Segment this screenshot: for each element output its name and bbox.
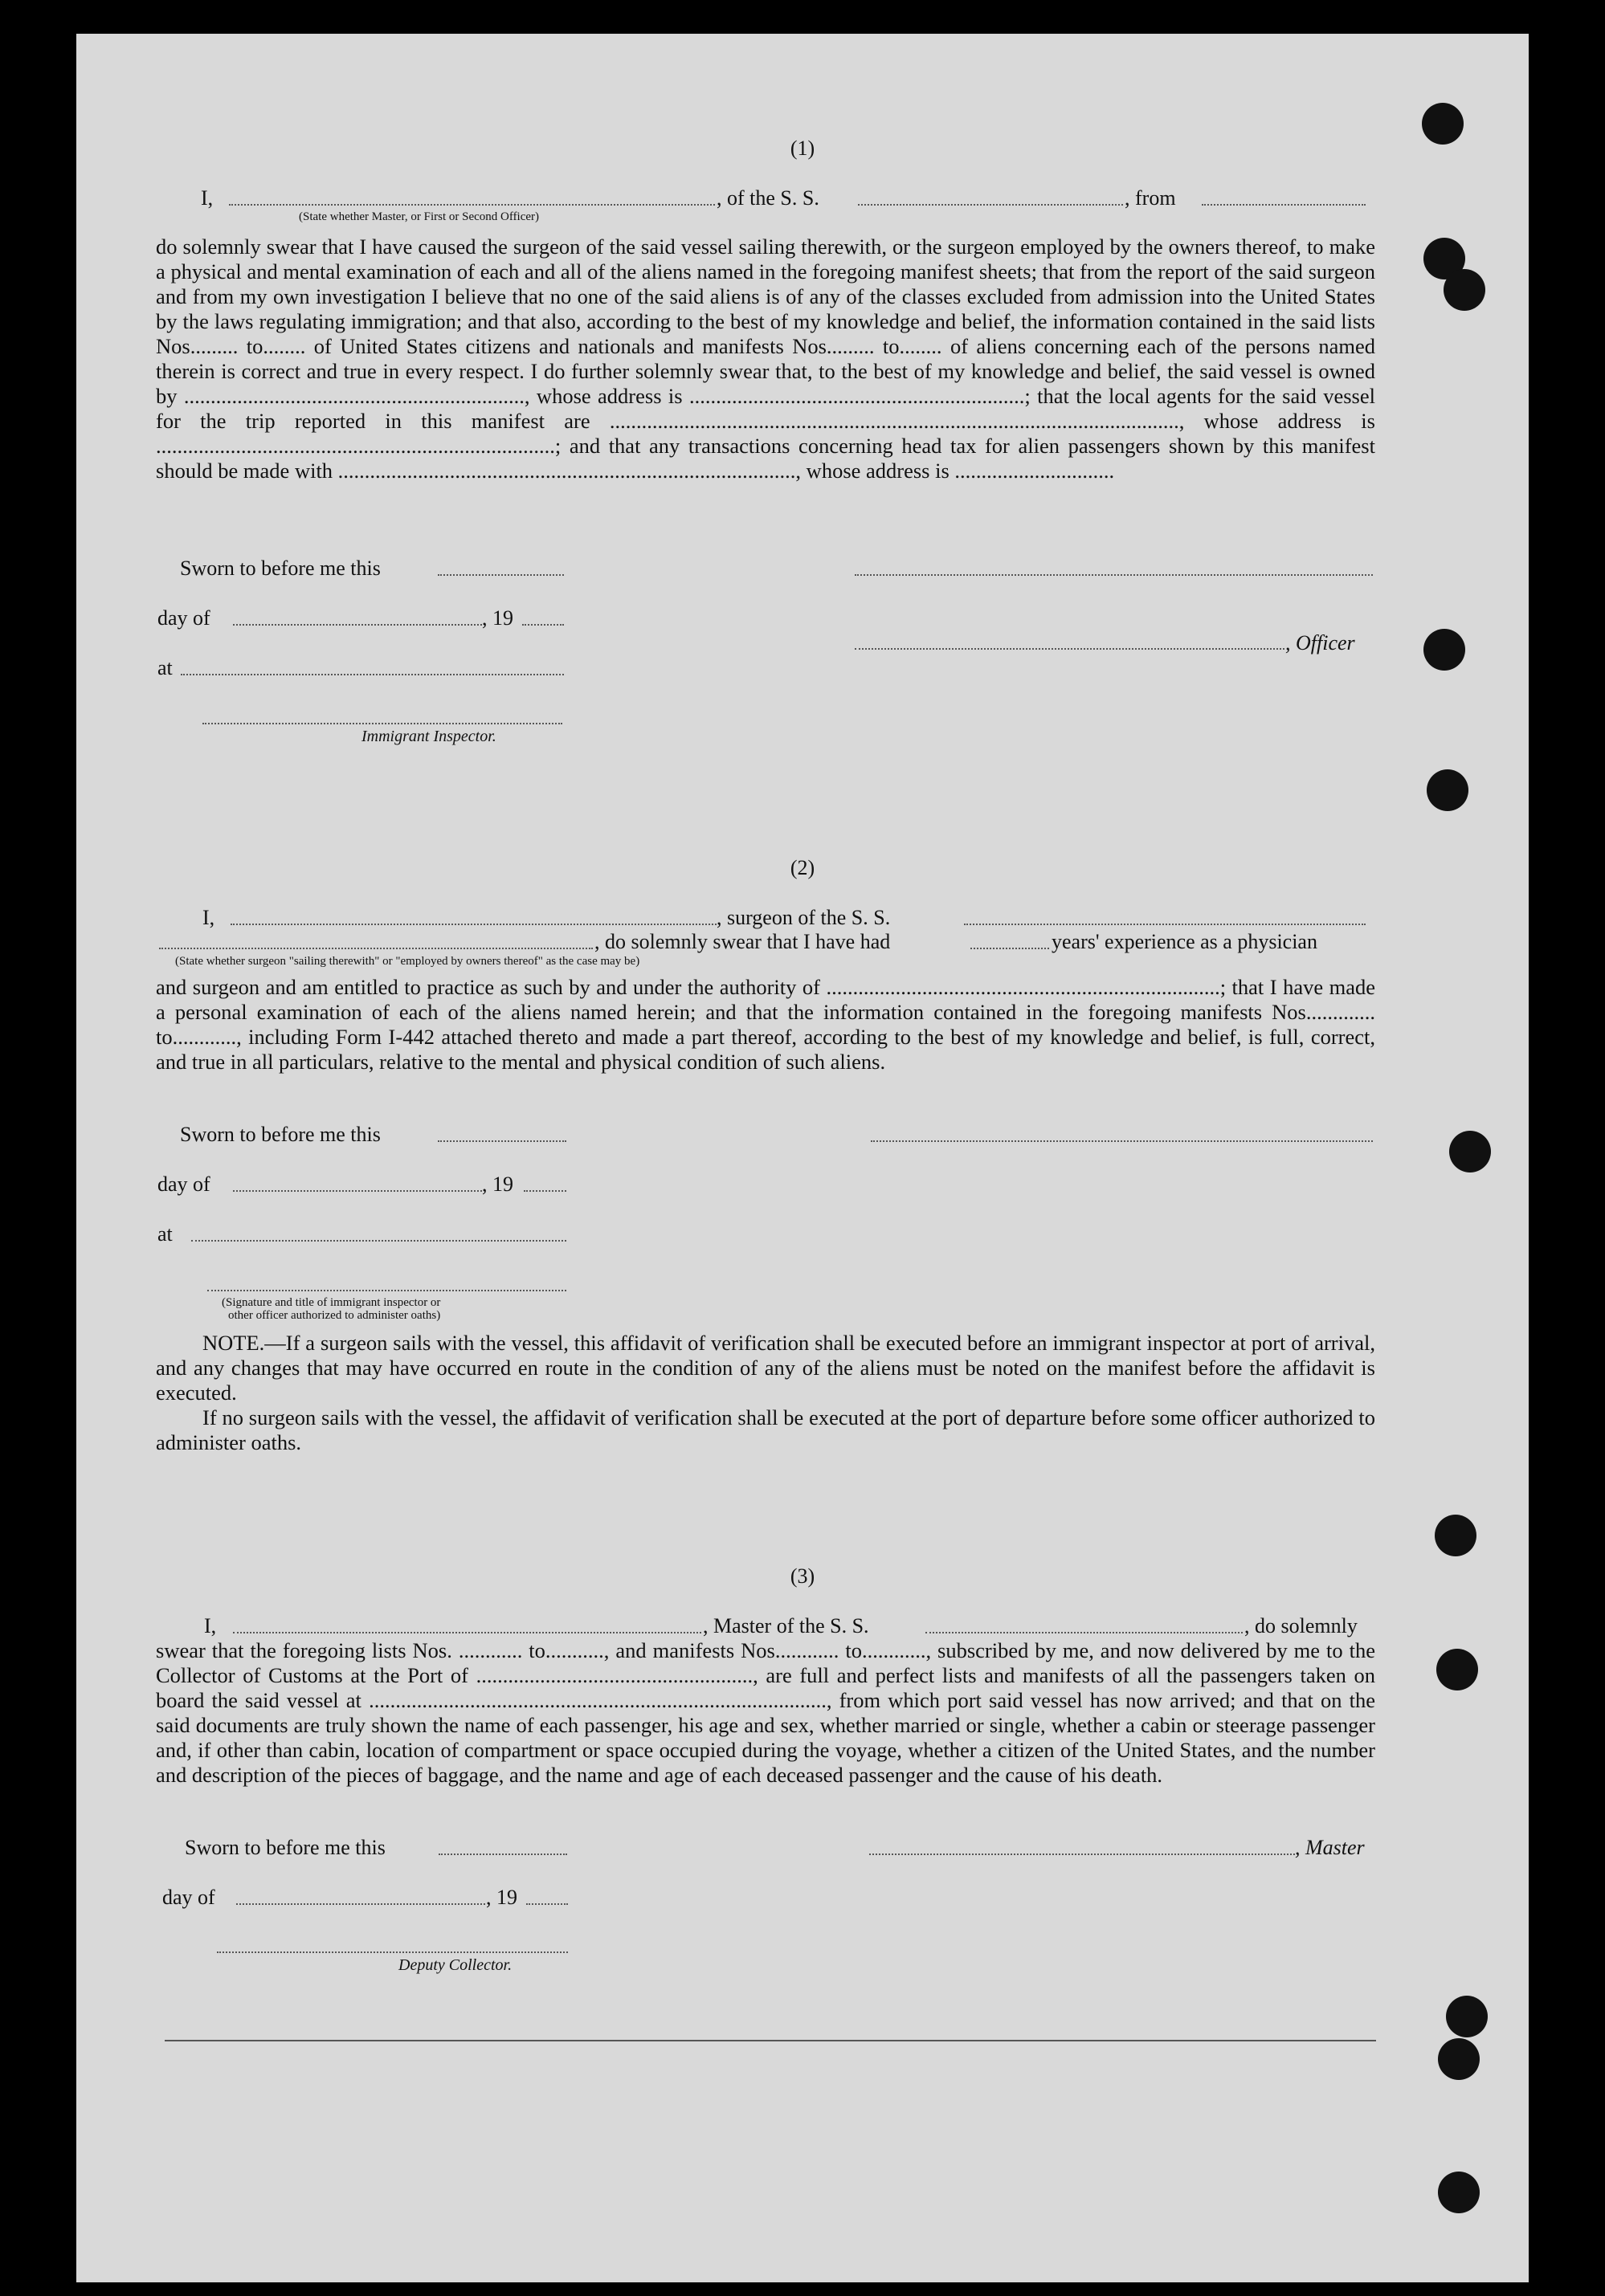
punch-hole <box>1438 2172 1480 2213</box>
s2-surgeon-label: , surgeon of the S. S. <box>717 906 891 929</box>
s2-note-1: NOTE.—If a surgeon sails with the vessel, this affidavit of verification shall be executed before an immigrant inspector at port of arrival, and any changes that may have occurred en route in the condition of any of the aliens must be noted on the manifest before the affidavit is executed. <box>156 1331 1375 1405</box>
s1-i-label: I, <box>201 186 214 210</box>
s1-ship-blank[interactable] <box>858 204 1123 206</box>
s1-sworn-label: Sworn to before me this <box>180 557 381 580</box>
s3-swear-label: , do solemnly <box>1244 1614 1358 1637</box>
s2-name-blank[interactable] <box>231 924 717 925</box>
s1-of-ss-label: , of the S. S. <box>717 186 819 210</box>
bottom-rule <box>165 2040 1376 2041</box>
s2-dayof-label: day of <box>157 1172 210 1196</box>
s3-day-blank[interactable] <box>236 1903 485 1905</box>
s2-signature-note-2: other officer authorized to administer oaths) <box>228 1309 441 1322</box>
punch-hole <box>1435 1515 1476 1556</box>
s1-from-blank[interactable] <box>1202 204 1366 206</box>
s3-year-label: , 19 <box>486 1886 517 1909</box>
s2-at-blank[interactable] <box>191 1240 566 1242</box>
s2-at-label: at <box>157 1222 173 1246</box>
s1-year-blank[interactable] <box>522 624 564 626</box>
s2-body: and surgeon and am entitled to practice as such by and under the authority of ..........................................................................; that I have made a personal examination of each of the aliens named herein; and that the information contained in the foregoing manifests Nos............. to............, including Form I-442 attached thereto and made a part thereof, according to the best of my knowledge and belief, is full, correct, and true in all particulars, relative to the mental and physical condition of such aliens. <box>156 975 1375 1074</box>
s1-dayof-label: day of <box>157 606 210 630</box>
section-1-number: (1) <box>790 137 815 160</box>
s2-i-label: I, <box>202 906 215 929</box>
s3-sworn-label: Sworn to before me this <box>185 1836 386 1859</box>
punch-hole <box>1446 1996 1488 2037</box>
s1-signature-blank[interactable] <box>855 574 1373 576</box>
s2-inspector-blank[interactable] <box>207 1290 566 1291</box>
s1-at-blank[interactable] <box>181 674 564 675</box>
s2-year-label: , 19 <box>482 1172 513 1196</box>
s3-ship-blank[interactable] <box>925 1632 1243 1633</box>
s2-status-blank[interactable] <box>159 948 593 949</box>
punch-hole <box>1444 269 1485 311</box>
punch-hole <box>1438 2038 1480 2080</box>
s3-master-sign-label: , Master <box>1295 1836 1365 1859</box>
s3-collector-blank[interactable] <box>217 1951 568 1953</box>
s1-day-blank[interactable] <box>233 624 482 626</box>
s2-sworn-blank[interactable] <box>438 1140 566 1142</box>
s1-year-label: , 19 <box>482 606 513 630</box>
s2-years-label: years' experience as a physician <box>1052 930 1317 953</box>
punch-hole <box>1427 769 1468 811</box>
s3-body: swear that the foregoing lists Nos. ............ to..........., and manifests Nos............ to............, subscribed by me, and now delivered by me to the Collector of Customs at the Port of ...................................................., are full and perfect lists and manifests of all the passengers taken on board the said vessel at ......................................................................................, from which port said vessel has now arrived; and that on the said documents are truly shown the name of each passenger, his age and sex, whether married or single, whether a cabin or steerage passenger and, if other than cabin, location of compartment or space occupied during the voyage, whether a citizen of the United States, and the number and description of the pieces of baggage, and the name and age of each deceased passenger and the cause of his death. <box>156 1638 1375 1787</box>
s3-sworn-blank[interactable] <box>439 1854 567 1855</box>
s3-master-label: , Master of the S. S. <box>703 1614 869 1637</box>
s2-years-blank[interactable] <box>970 948 1049 949</box>
s2-signature-note-1: (Signature and title of immigrant inspector or <box>222 1296 441 1309</box>
s3-dayof-label: day of <box>162 1886 215 1909</box>
s1-officer-label: , Officer <box>1285 631 1355 655</box>
punch-hole <box>1436 1649 1478 1690</box>
s2-sworn-label: Sworn to before me this <box>180 1123 381 1146</box>
punch-hole <box>1423 629 1465 671</box>
s1-state-note: (State whether Master, or First or Second Officer) <box>299 210 540 223</box>
s3-master-blank[interactable] <box>869 1854 1295 1855</box>
s3-collector-caption: Deputy Collector. <box>398 1956 513 1974</box>
section-3-number: (3) <box>790 1564 815 1588</box>
s2-ship-blank[interactable] <box>964 924 1366 925</box>
punch-hole <box>1449 1131 1491 1172</box>
s2-signature-blank[interactable] <box>871 1140 1373 1142</box>
s1-officer-blank[interactable] <box>855 648 1284 650</box>
s3-i-label: I, <box>204 1614 217 1637</box>
s2-note-2: If no surgeon sails with the vessel, the affidavit of verification shall be executed at the port of departure before some officer authorized to administer oaths. <box>156 1405 1375 1454</box>
s1-inspector-blank[interactable] <box>202 723 562 724</box>
s1-inspector-caption: Immigrant Inspector. <box>361 728 496 745</box>
s2-day-blank[interactable] <box>233 1190 482 1192</box>
s1-name-blank[interactable] <box>229 204 715 206</box>
s2-year-blank[interactable] <box>524 1190 566 1192</box>
s1-sworn-blank[interactable] <box>438 574 564 576</box>
s2-state-note: (State whether surgeon "sailing therewith" or "employed by owners thereof" as the case may be) <box>175 955 640 968</box>
s1-from-label: , from <box>1125 186 1176 210</box>
s3-year-blank[interactable] <box>526 1903 568 1905</box>
s3-name-blank[interactable] <box>233 1632 701 1633</box>
s1-at-label: at <box>157 656 173 679</box>
s2-swear-label: , do solemnly swear that I have had <box>594 930 891 953</box>
section-2-number: (2) <box>790 856 815 879</box>
s1-body: do solemnly swear that I have caused the surgeon of the said vessel sailing therewith, or the surgeon employed by the owners thereof, to make a physical and mental examination of each and all of the aliens named in the foregoing manifest sheets; that from the report of the said surgeon and from my own investigation I believe that no one of the said aliens is of any of the classes excluded from admission into the United States by the laws regulating immigration; and that also, according to the best of my knowledge and belief, the information contained in the said lists Nos......... to........ of United States citizens and nationals and manifests Nos......... to........ of aliens concerning each of the persons named therein is correct and true in every respect. I do further solemnly swear that, to the best of my knowledge and belief, the said vessel is owned by ................................................................, whose address is ...............................................................; that the local agents for the said vessel for the trip reported in this manifest are ..........................................................................................................., whose address is ...........................................................................; and that any transactions concerning head tax for alien passengers shown by this manifest should be made with ......................................................................................, whose address is .............................. <box>156 234 1375 483</box>
